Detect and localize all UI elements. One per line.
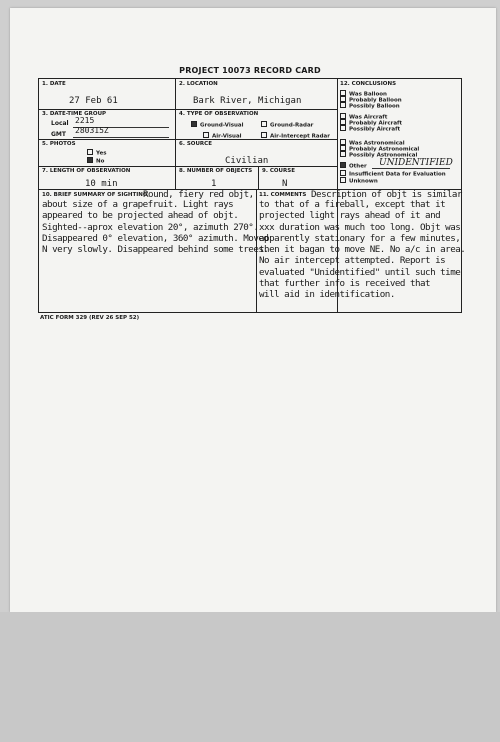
checkbox (87, 149, 93, 155)
conclusion-option: Insufficient Data for Evaluation (340, 170, 446, 178)
date-value: 27 Feb 61 (69, 96, 118, 106)
course-label: 9. COURSE (262, 168, 295, 174)
conclusion-option: Probably Astronomical (340, 145, 419, 153)
form-footer: ATIC FORM 329 (REV 26 SEP 52) (40, 315, 140, 321)
record-card (38, 78, 466, 313)
source-value: Civilian (225, 156, 269, 166)
dtg-label: 3. DATE-TIME GROUP (42, 111, 107, 117)
photos-no-option: No (87, 157, 104, 165)
ground-visual-option: Ground-Visual (191, 121, 244, 129)
air-visual-option: Air-Visual (203, 132, 242, 140)
card-title: PROJECT 10073 RECORD CARD (179, 66, 321, 75)
gmt-label: GMT (51, 131, 66, 138)
ground-radar-option: Ground-Radar (261, 121, 313, 129)
local-label: Local (51, 120, 69, 127)
observation-type-label: 4. TYPE OF OBSERVATION (179, 111, 259, 117)
course-value: N (282, 179, 288, 189)
underline (73, 137, 169, 138)
checkbox (261, 121, 267, 127)
checked-box (340, 162, 346, 168)
conclusion-option: Unknown (340, 177, 378, 185)
checkbox (203, 132, 209, 138)
photos-label: 5. PHOTOS (42, 141, 76, 147)
checked-box (87, 157, 93, 163)
summary-text: about size of a grapefruit. Light rays appeared to be projected ahead of objt. Sighted--aprox elevation 20°, azimuth 270°. Disappeared 0° elevation, 360° azimuth. Moved N very slowly. Disappeared behind some trees. (42, 199, 269, 256)
air-intercept-radar-option: Air-Intercept Radar (261, 132, 330, 140)
num-objects-value: 1 (211, 179, 217, 189)
conclusion-option: Was Aircraft (340, 113, 387, 121)
divider (39, 166, 337, 167)
summary-label: 10. BRIEF SUMMARY OF SIGHTING (42, 192, 148, 198)
gmt-value: 280315Z (75, 126, 109, 135)
source-label: 6. SOURCE (179, 141, 212, 147)
divider (258, 166, 259, 189)
comments-label: 11. COMMENTS (259, 192, 307, 198)
conclusion-option: Possibly Balloon (340, 102, 400, 110)
scan-background (0, 612, 500, 742)
date-label: 1. DATE (42, 81, 66, 87)
num-objects-label: 8. NUMBER OF OBJECTS (179, 168, 253, 174)
divider (39, 109, 337, 110)
divider (175, 79, 176, 189)
checked-box (191, 121, 197, 127)
conclusion-option: Possibly Astronomical (340, 151, 417, 159)
underline (372, 168, 450, 169)
conclusion-other-option: Other (340, 162, 367, 170)
checkbox (261, 132, 267, 138)
location-label: 2. LOCATION (179, 81, 218, 87)
conclusion-other-value: UNIDENTIFIED (379, 158, 453, 168)
conclusion-option: Was Astronomical (340, 139, 405, 147)
local-value: 2215 (75, 116, 95, 125)
length-label: 7. LENGTH OF OBSERVATION (42, 168, 131, 174)
comments-first-line: Description of objt is similar (311, 189, 462, 200)
conclusion-option: Possibly Aircraft (340, 125, 400, 133)
conclusions-label: 12. CONCLUSIONS (340, 81, 397, 87)
location-value: Bark River, Michigan (193, 96, 302, 106)
conclusion-option: Probably Balloon (340, 96, 402, 104)
conclusion-option: Probably Aircraft (340, 119, 402, 127)
conclusion-option: Was Balloon (340, 90, 387, 98)
comments-text: to that of a fireball, except that it projected light rays ahead of it and xxx duration was much too long. Objt was apparently stationary for a few minutes, then it bagan to move NE. No a/c in area. No air intercept attempted. Report is evaluated "Unidentified" until such time that further info is received that will aid in identification. (259, 199, 466, 301)
summary-first-line: Round, fiery red objt, (143, 189, 254, 200)
length-value: 10 min (85, 179, 118, 189)
photos-yes-option: Yes (87, 149, 106, 157)
